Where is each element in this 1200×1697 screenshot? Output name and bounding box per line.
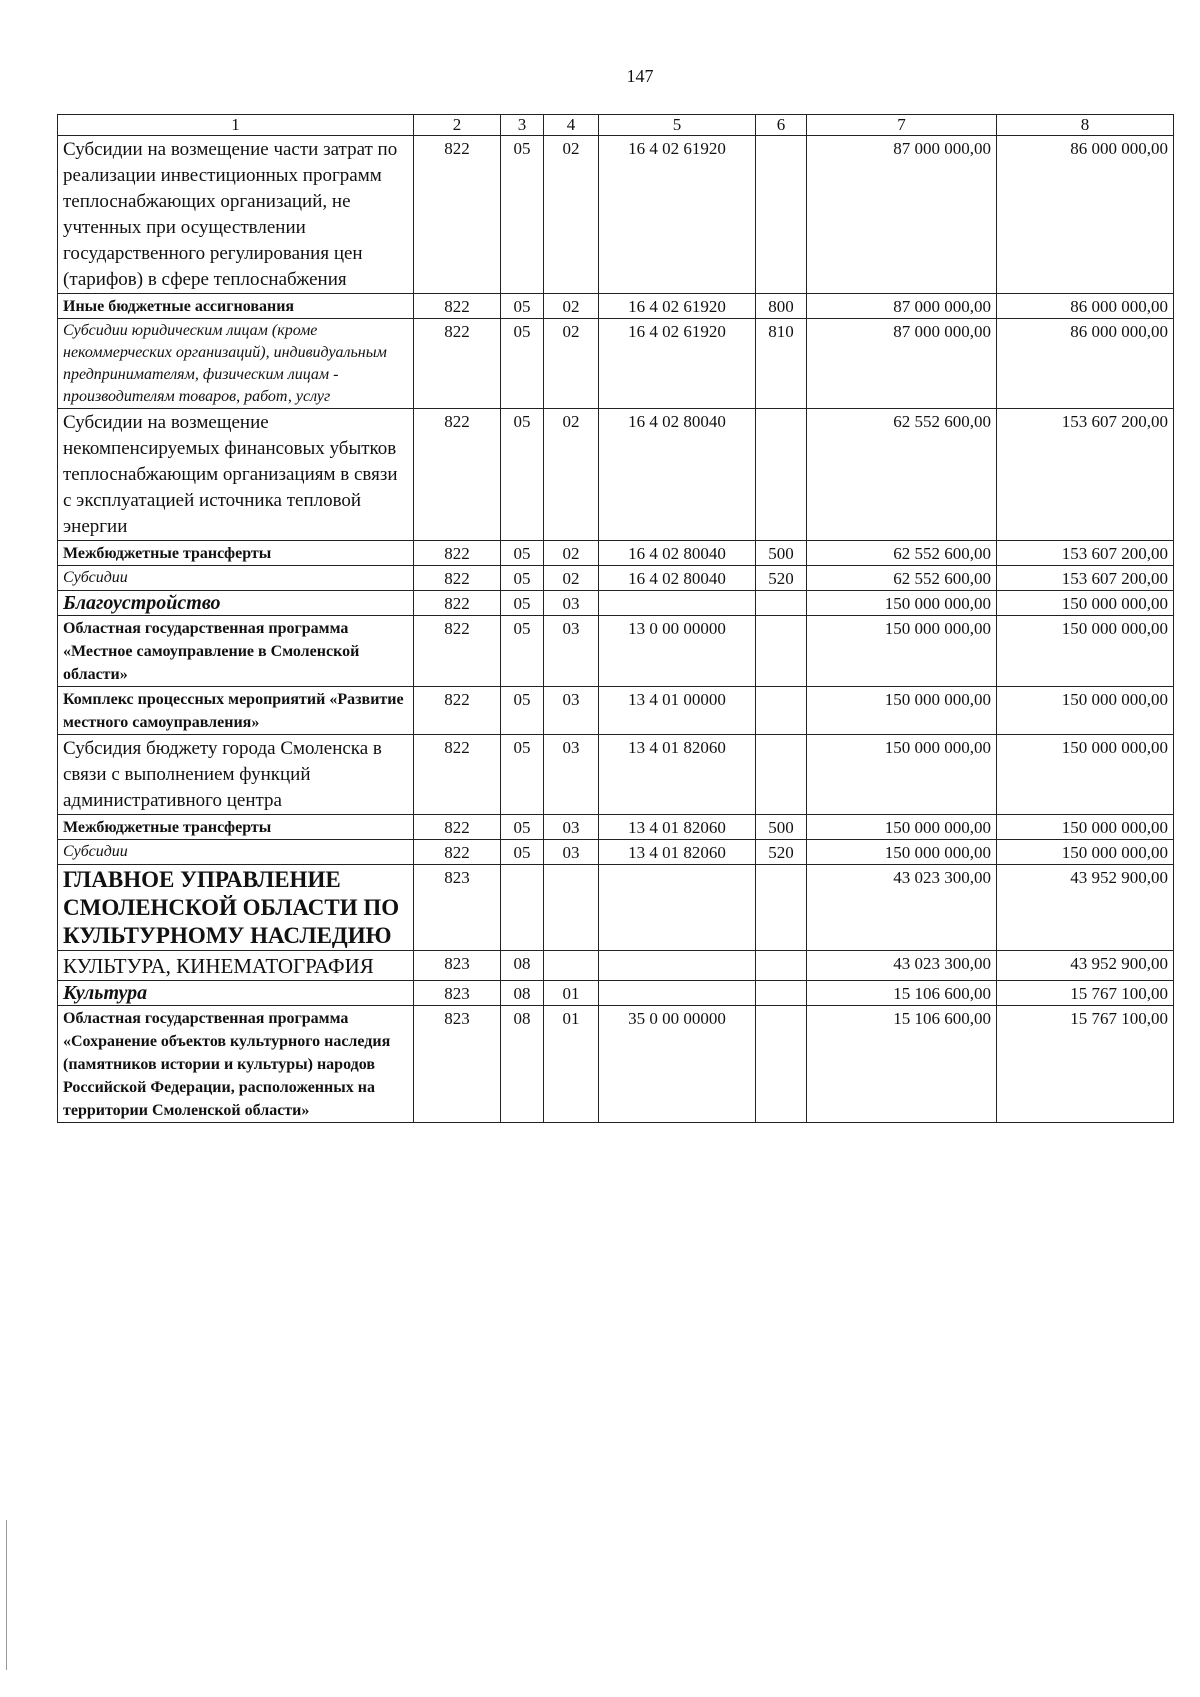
section-code-cell: 05 xyxy=(501,409,544,541)
expense-type-cell xyxy=(756,865,807,951)
column-header: 2 xyxy=(414,115,501,136)
subsection-code-cell: 01 xyxy=(544,981,599,1006)
row-name-cell: Культура xyxy=(58,981,414,1006)
amount-year2-cell: 150 000 000,00 xyxy=(997,815,1174,840)
table-row xyxy=(58,616,1174,687)
expense-type-cell xyxy=(756,981,807,1006)
target-article-cell: 16 4 02 61920 xyxy=(599,319,756,409)
subsection-code-cell: 03 xyxy=(544,616,599,687)
table-row xyxy=(58,294,1174,319)
table-row xyxy=(58,1006,1174,1123)
admin-code-cell: 822 xyxy=(414,136,501,294)
expense-type-cell xyxy=(756,136,807,294)
expense-type-cell xyxy=(756,735,807,815)
amount-year2-cell: 150 000 000,00 xyxy=(997,591,1174,616)
amount-year2-cell: 150 000 000,00 xyxy=(997,616,1174,687)
table-row xyxy=(58,735,1174,815)
target-article-cell: 16 4 02 61920 xyxy=(599,136,756,294)
admin-code-cell: 822 xyxy=(414,319,501,409)
target-article-cell: 16 4 02 80040 xyxy=(599,566,756,591)
page-number: 147 xyxy=(626,66,654,86)
target-article-cell: 13 0 00 00000 xyxy=(599,616,756,687)
amount-year2-cell: 150 000 000,00 xyxy=(997,840,1174,865)
expense-type-cell: 520 xyxy=(756,840,807,865)
subsection-code-cell: 02 xyxy=(544,541,599,566)
row-name-cell: Областная государственная программа «Местное самоуправление в Смоленской области» xyxy=(58,616,414,687)
row-name-cell: Субсидии на возмещение части затрат по реализации инвестиционных программ теплоснабжающих организаций, не учтенных при осуществлении государственного регулирования цен (тарифов) в сфере теплоснабжения xyxy=(58,136,414,294)
row-name-cell: Благоустройство xyxy=(58,591,414,616)
amount-year1-cell: 150 000 000,00 xyxy=(807,687,997,735)
section-code-cell: 08 xyxy=(501,951,544,981)
expense-type-cell: 810 xyxy=(756,319,807,409)
admin-code-cell: 822 xyxy=(414,566,501,591)
target-article-cell: 16 4 02 80040 xyxy=(599,409,756,541)
section-code-cell: 05 xyxy=(501,840,544,865)
amount-year1-cell: 150 000 000,00 xyxy=(807,591,997,616)
amount-year2-cell: 150 000 000,00 xyxy=(997,687,1174,735)
subsection-code-cell: 02 xyxy=(544,409,599,541)
target-article-cell: 16 4 02 80040 xyxy=(599,541,756,566)
section-code-cell: 08 xyxy=(501,981,544,1006)
amount-year1-cell: 43 023 300,00 xyxy=(807,865,997,951)
admin-code-cell: 822 xyxy=(414,616,501,687)
subsection-code-cell: 03 xyxy=(544,840,599,865)
amount-year2-cell: 86 000 000,00 xyxy=(997,319,1174,409)
admin-code-cell: 822 xyxy=(414,409,501,541)
expense-type-cell xyxy=(756,951,807,981)
amount-year1-cell: 62 552 600,00 xyxy=(807,566,997,591)
amount-year2-cell: 86 000 000,00 xyxy=(997,294,1174,319)
target-article-cell xyxy=(599,981,756,1006)
amount-year2-cell: 153 607 200,00 xyxy=(997,566,1174,591)
row-name-cell: Межбюджетные трансферты xyxy=(58,541,414,566)
section-code-cell: 05 xyxy=(501,616,544,687)
amount-year2-cell: 150 000 000,00 xyxy=(997,735,1174,815)
section-code-cell: 05 xyxy=(501,319,544,409)
amount-year1-cell: 150 000 000,00 xyxy=(807,735,997,815)
amount-year1-cell: 62 552 600,00 xyxy=(807,541,997,566)
column-header: 8 xyxy=(997,115,1174,136)
section-code-cell: 05 xyxy=(501,735,544,815)
table-row xyxy=(58,541,1174,566)
column-header: 3 xyxy=(501,115,544,136)
table-row xyxy=(58,951,1174,981)
target-article-cell: 13 4 01 82060 xyxy=(599,840,756,865)
table-row xyxy=(58,566,1174,591)
admin-code-cell: 823 xyxy=(414,865,501,951)
target-article-cell xyxy=(599,865,756,951)
table-row xyxy=(58,865,1174,951)
amount-year1-cell: 87 000 000,00 xyxy=(807,294,997,319)
admin-code-cell: 822 xyxy=(414,815,501,840)
row-name-cell: Субсидии на возмещение некомпенсируемых финансовых убытков теплоснабжающим организациям в связи с эксплуатацией источника тепловой энергии xyxy=(58,409,414,541)
row-name-cell: Субсидии xyxy=(58,566,414,591)
amount-year2-cell: 153 607 200,00 xyxy=(997,409,1174,541)
section-code-cell: 05 xyxy=(501,136,544,294)
subsection-code-cell: 02 xyxy=(544,136,599,294)
admin-code-cell: 823 xyxy=(414,951,501,981)
expense-type-cell xyxy=(756,1006,807,1123)
subsection-code-cell: 03 xyxy=(544,815,599,840)
expense-type-cell: 800 xyxy=(756,294,807,319)
row-name-cell: КУЛЬТУРА, КИНЕМАТОГРАФИЯ xyxy=(58,951,414,981)
subsection-code-cell: 01 xyxy=(544,1006,599,1123)
target-article-cell: 13 4 01 00000 xyxy=(599,687,756,735)
row-name-cell: Иные бюджетные ассигнования xyxy=(58,294,414,319)
row-name-cell: Межбюджетные трансферты xyxy=(58,815,414,840)
admin-code-cell: 822 xyxy=(414,840,501,865)
amount-year1-cell: 87 000 000,00 xyxy=(807,136,997,294)
expense-type-cell xyxy=(756,409,807,541)
budget-table xyxy=(57,114,1174,1123)
admin-code-cell: 822 xyxy=(414,735,501,815)
section-code-cell xyxy=(501,865,544,951)
expense-type-cell: 520 xyxy=(756,566,807,591)
amount-year1-cell: 87 000 000,00 xyxy=(807,319,997,409)
expense-type-cell xyxy=(756,591,807,616)
expense-type-cell xyxy=(756,616,807,687)
table-row xyxy=(58,591,1174,616)
row-name-cell: Субсидия бюджету города Смоленска в связи с выполнением функций административного центра xyxy=(58,735,414,815)
row-name-cell: ГЛАВНОЕ УПРАВЛЕНИЕ СМОЛЕНСКОЙ ОБЛАСТИ ПО КУЛЬТУРНОМУ НАСЛЕДИЮ xyxy=(58,865,414,951)
column-header: 7 xyxy=(807,115,997,136)
admin-code-cell: 822 xyxy=(414,687,501,735)
subsection-code-cell: 03 xyxy=(544,735,599,815)
expense-type-cell: 500 xyxy=(756,815,807,840)
amount-year1-cell: 15 106 600,00 xyxy=(807,1006,997,1123)
admin-code-cell: 822 xyxy=(414,591,501,616)
table-row xyxy=(58,815,1174,840)
amount-year2-cell: 15 767 100,00 xyxy=(997,981,1174,1006)
subsection-code-cell: 02 xyxy=(544,566,599,591)
table-row xyxy=(58,840,1174,865)
admin-code-cell: 823 xyxy=(414,981,501,1006)
target-article-cell: 35 0 00 00000 xyxy=(599,1006,756,1123)
table-row xyxy=(58,409,1174,541)
row-name-cell: Областная государственная программа «Сохранение объектов культурного наследия (памятников истории и культуры) народов Российской Федерации, расположенных на территории Смоленской области» xyxy=(58,1006,414,1123)
column-header: 5 xyxy=(599,115,756,136)
amount-year1-cell: 150 000 000,00 xyxy=(807,840,997,865)
section-code-cell: 05 xyxy=(501,687,544,735)
amount-year2-cell: 86 000 000,00 xyxy=(997,136,1174,294)
subsection-code-cell: 03 xyxy=(544,591,599,616)
target-article-cell xyxy=(599,951,756,981)
subsection-code-cell: 02 xyxy=(544,319,599,409)
expense-type-cell xyxy=(756,687,807,735)
column-header: 4 xyxy=(544,115,599,136)
subsection-code-cell xyxy=(544,865,599,951)
scan-edge-line xyxy=(6,1520,7,1670)
target-article-cell: 13 4 01 82060 xyxy=(599,735,756,815)
subsection-code-cell: 03 xyxy=(544,687,599,735)
target-article-cell: 16 4 02 61920 xyxy=(599,294,756,319)
header-row xyxy=(58,115,1174,136)
amount-year2-cell: 153 607 200,00 xyxy=(997,541,1174,566)
row-name-cell: Субсидии xyxy=(58,840,414,865)
expense-type-cell: 500 xyxy=(756,541,807,566)
subsection-code-cell xyxy=(544,951,599,981)
target-article-cell: 13 4 01 82060 xyxy=(599,815,756,840)
table-row xyxy=(58,136,1174,294)
admin-code-cell: 822 xyxy=(414,541,501,566)
admin-code-cell: 823 xyxy=(414,1006,501,1123)
amount-year2-cell: 43 952 900,00 xyxy=(997,865,1174,951)
amount-year2-cell: 43 952 900,00 xyxy=(997,951,1174,981)
section-code-cell: 05 xyxy=(501,815,544,840)
amount-year1-cell: 62 552 600,00 xyxy=(807,409,997,541)
amount-year1-cell: 150 000 000,00 xyxy=(807,815,997,840)
target-article-cell xyxy=(599,591,756,616)
amount-year1-cell: 150 000 000,00 xyxy=(807,616,997,687)
amount-year1-cell: 15 106 600,00 xyxy=(807,981,997,1006)
section-code-cell: 05 xyxy=(501,294,544,319)
table-row xyxy=(58,981,1174,1006)
column-header: 1 xyxy=(58,115,414,136)
table-row xyxy=(58,319,1174,409)
amount-year1-cell: 43 023 300,00 xyxy=(807,951,997,981)
admin-code-cell: 822 xyxy=(414,294,501,319)
section-code-cell: 05 xyxy=(501,591,544,616)
section-code-cell: 05 xyxy=(501,566,544,591)
section-code-cell: 05 xyxy=(501,541,544,566)
amount-year2-cell: 15 767 100,00 xyxy=(997,1006,1174,1123)
section-code-cell: 08 xyxy=(501,1006,544,1123)
table-row xyxy=(58,687,1174,735)
column-header: 6 xyxy=(756,115,807,136)
row-name-cell: Субсидии юридическим лицам (кроме некоммерческих организаций), индивидуальным предпринимателям, физическим лицам - производителям товаров, работ, услуг xyxy=(58,319,414,409)
subsection-code-cell: 02 xyxy=(544,294,599,319)
row-name-cell: Комплекс процессных мероприятий «Развитие местного самоуправления» xyxy=(58,687,414,735)
